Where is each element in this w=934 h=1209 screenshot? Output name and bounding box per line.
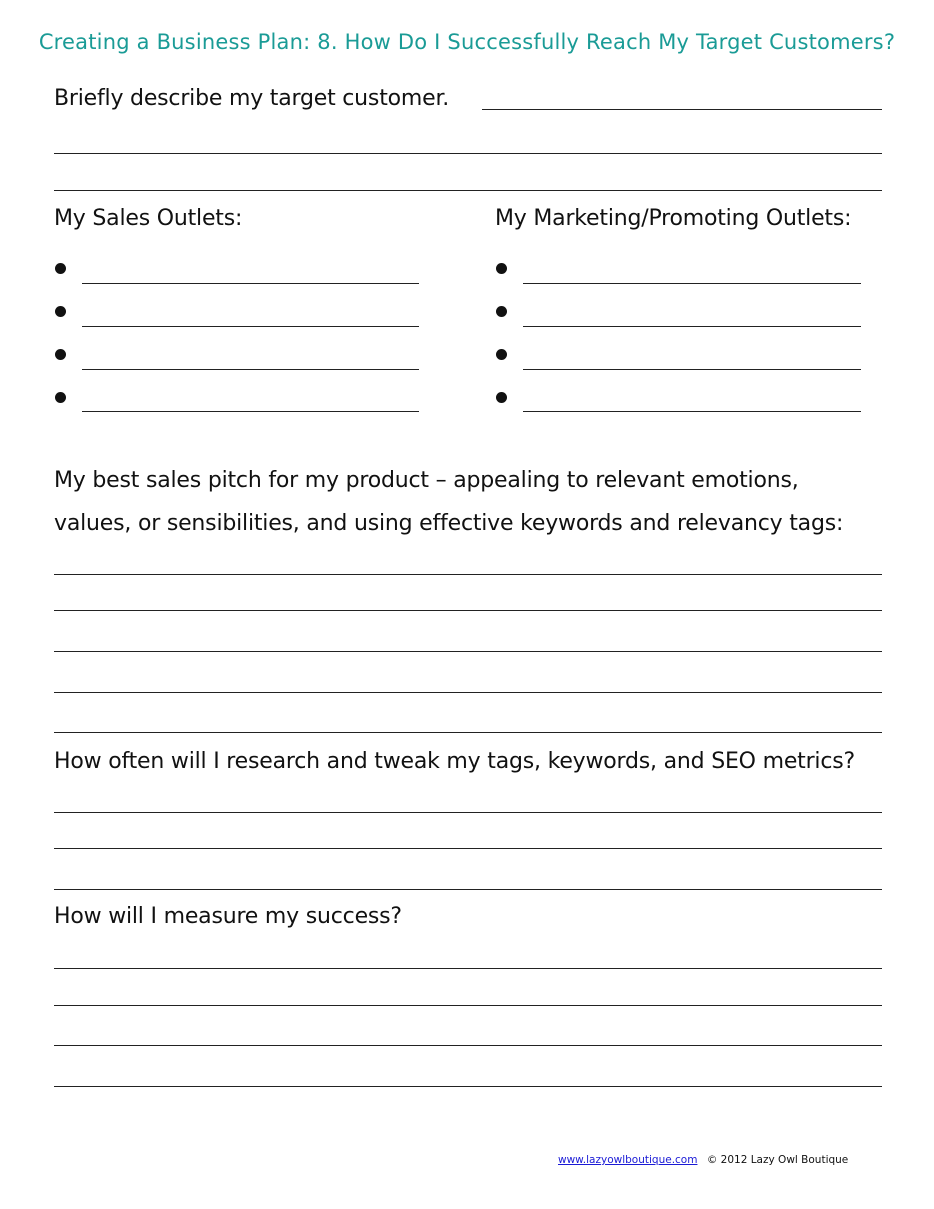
- website-link[interactable]: www.lazyowlboutique.com: [558, 1154, 698, 1166]
- success-answer-line[interactable]: [54, 1005, 882, 1006]
- marketing-outlet-line[interactable]: [523, 283, 861, 284]
- sales-pitch-prompt-line2: values, or sensibilities, and using effective keywords and relevancy tags:: [54, 511, 844, 536]
- target-customer-prompt: Briefly describe my target customer.: [54, 86, 450, 111]
- sales-outlet-line[interactable]: [82, 283, 419, 284]
- success-answer-line[interactable]: [54, 968, 882, 969]
- seo-answer-line[interactable]: [54, 848, 882, 849]
- marketing-outlet-line[interactable]: [523, 411, 861, 412]
- seo-answer-line[interactable]: [54, 812, 882, 813]
- marketing-outlets-heading: My Marketing/Promoting Outlets:: [495, 206, 852, 231]
- sales-outlet-line[interactable]: [82, 326, 419, 327]
- sales-outlet-line[interactable]: [82, 411, 419, 412]
- marketing-outlet-line[interactable]: [523, 369, 861, 370]
- bullet-icon: [55, 306, 66, 317]
- sales-pitch-answer-line[interactable]: [54, 651, 882, 652]
- target-customer-answer-line[interactable]: [54, 153, 882, 154]
- bullet-icon: [496, 349, 507, 360]
- sales-outlet-line[interactable]: [82, 369, 419, 370]
- success-answer-line[interactable]: [54, 1086, 882, 1087]
- bullet-icon: [496, 263, 507, 274]
- copyright-text: © 2012 Lazy Owl Boutique: [706, 1154, 849, 1166]
- seo-prompt: How often will I research and tweak my tags, keywords, and SEO metrics?: [54, 749, 855, 774]
- target-customer-answer-line[interactable]: [54, 190, 882, 191]
- sales-pitch-answer-line[interactable]: [54, 610, 882, 611]
- sales-outlets-heading: My Sales Outlets:: [54, 206, 243, 231]
- bullet-icon: [496, 392, 507, 403]
- worksheet-title: Creating a Business Plan: 8. How Do I Successfully Reach My Target Customers?: [38, 30, 896, 54]
- bullet-icon: [55, 263, 66, 274]
- success-prompt: How will I measure my success?: [54, 904, 402, 929]
- sales-pitch-answer-line[interactable]: [54, 574, 882, 575]
- bullet-icon: [55, 349, 66, 360]
- bullet-icon: [55, 392, 66, 403]
- seo-answer-line[interactable]: [54, 889, 882, 890]
- success-answer-line[interactable]: [54, 1045, 882, 1046]
- bullet-icon: [496, 306, 507, 317]
- sales-pitch-answer-line[interactable]: [54, 732, 882, 733]
- sales-pitch-answer-line[interactable]: [54, 692, 882, 693]
- footer: [558, 1154, 848, 1166]
- target-customer-answer-line[interactable]: [482, 109, 882, 110]
- marketing-outlet-line[interactable]: [523, 326, 861, 327]
- sales-pitch-prompt-line1: My best sales pitch for my product – appealing to relevant emotions,: [54, 468, 799, 493]
